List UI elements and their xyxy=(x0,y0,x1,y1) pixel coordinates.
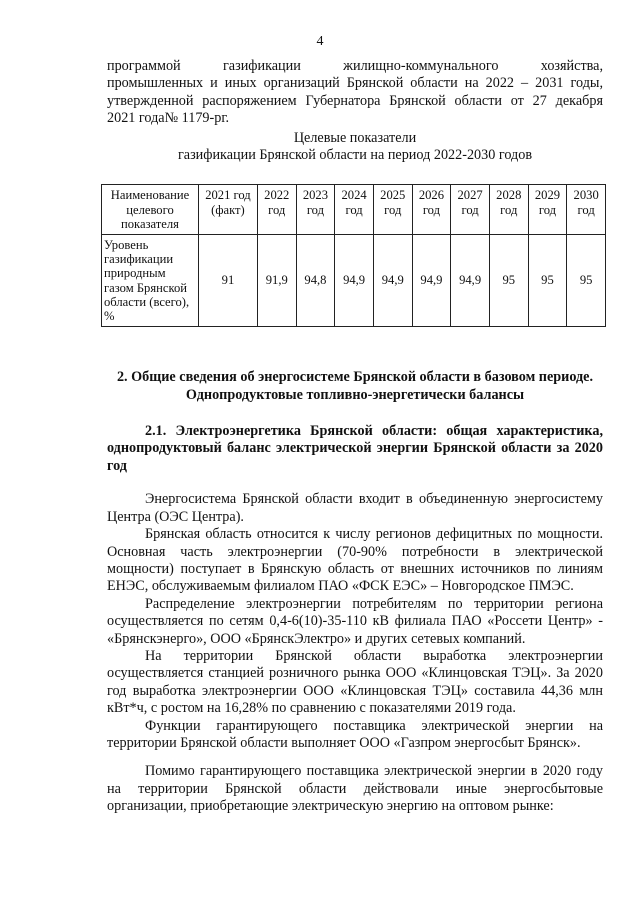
section-2-1-heading: 2.1. Электроэнергетика Брянской области: общая характеристика, однопродуктовый баланс электрической энергии Брянской области за 2020 год xyxy=(107,423,603,474)
value-cell: 94,9 xyxy=(335,235,374,327)
page-number: 4 xyxy=(316,34,324,49)
header-cell-year: 2022 год xyxy=(257,185,296,235)
intro-line: промышленных и иных организаций Брянской области на 2022 – 2031 годы, xyxy=(107,75,603,92)
body-paragraph: Брянская область относится к числу регионов дефицитных по мощности. Основная часть электроэнергии (70-90% потребности в электрической мощности) поступает в Брянскую область от внешних источников по линиям ЕНЭС, обслуживаемым филиалом ПАО «ФСК ЕЭС» – Новгородское ПМЭС. xyxy=(107,526,603,595)
table-row xyxy=(102,235,606,327)
header-cell-year: 2024 год xyxy=(335,185,374,235)
target-indicators-table xyxy=(101,184,606,327)
body-paragraph: Функции гарантирующего поставщика электрической энергии на территории Брянской области выполняет ООО «Газпром энергосбыт Брянск». xyxy=(107,717,603,751)
intro-line: 2021 года№ 1179-рг. xyxy=(107,110,230,127)
header-cell-year: 2028 год xyxy=(489,185,528,235)
header-cell-year: 2026 год xyxy=(412,185,451,235)
value-cell: 95 xyxy=(567,235,606,327)
value-cell: 95 xyxy=(528,235,567,327)
value-cell: 94,9 xyxy=(373,235,412,327)
value-cell: 91,9 xyxy=(257,235,296,327)
header-cell-year: 2030 год xyxy=(567,185,606,235)
intro-line: утвержденной распоряжением Губернатора Брянской области от 27 декабря xyxy=(107,92,603,109)
body-paragraph: Помимо гарантирующего поставщика электрической энергии в 2020 году на территории Брянской области действовали иные энергосбытовые организации, приобретающие электрическую энергию на оптовом рынке: xyxy=(107,763,603,815)
header-cell-indicator: Наименование целевого показателя xyxy=(102,185,199,235)
row-label-cell: Уровень газификации природным газом Брянской области (всего), % xyxy=(102,235,199,327)
header-cell-year: 2029 год xyxy=(528,185,567,235)
value-cell: 94,9 xyxy=(412,235,451,327)
body-paragraph: Распределение электроэнергии потребителям по территории региона осуществляется по сетям 0,4-6(10)-35-110 кВ филиала ПАО «Россети Центр» - «Брянскэнерго», ООО «БрянскЭлектро» и других сетевых компаний. xyxy=(107,595,603,647)
page-content xyxy=(104,58,603,816)
intro-line: программой газификации жилищно-коммунального хозяйства, xyxy=(107,58,603,74)
header-cell-year: 2027 год xyxy=(451,185,490,235)
value-cell: 95 xyxy=(489,235,528,327)
table-header-row xyxy=(102,185,606,235)
table-title: Целевые показатели xyxy=(293,129,417,146)
table-subtitle: газификации Брянской области на период 2022-2030 годов xyxy=(177,147,533,164)
value-cell: 94,9 xyxy=(451,235,490,327)
section-2-heading: 2. Общие сведения об энергосистеме Брянской области в базовом периоде. Однопродуктовые топливно-энергетически балансы xyxy=(116,369,594,403)
body-paragraph: На территории Брянской области выработка электроэнергии осуществляется станцией розничного рынка ООО «Клинцовская ТЭЦ». За 2020 год выработка электроэнергии ООО «Клинцовская ТЭЦ» составила 44,36 млн кВт*ч, с ростом на 16,28% по сравнению с показателями 2019 года. xyxy=(107,647,603,717)
header-cell-year: 2021 год (факт) xyxy=(199,185,258,235)
header-cell-year: 2023 год xyxy=(296,185,335,235)
body-paragraph: Энергосистема Брянской области входит в объединенную энергосистему Центра (ОЭС Центра). xyxy=(107,491,603,525)
header-cell-year: 2025 год xyxy=(373,185,412,235)
value-cell: 94,8 xyxy=(296,235,335,327)
value-cell: 91 xyxy=(199,235,258,327)
